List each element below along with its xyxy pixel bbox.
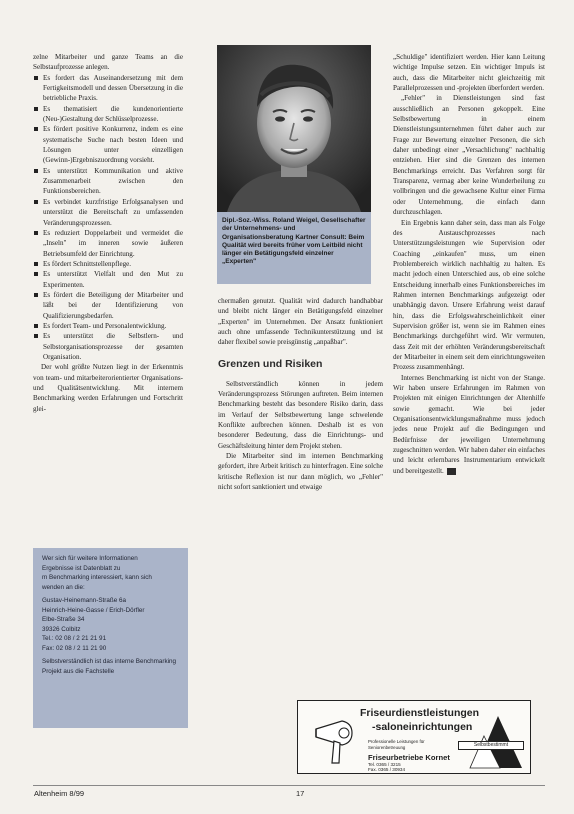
list-item: Es reduziert Doppelarbeit und vermeidet die „Inseln" im inneren sowie äußeren Betriebsumfeld der Einrichtung. bbox=[33, 228, 183, 259]
info-address: Tel.: 02 08 / 2 21 21 91 bbox=[42, 635, 107, 642]
info-line: wenden an die: bbox=[42, 583, 85, 591]
ad-phone: Tel. 0365 / 3215 bbox=[368, 762, 401, 767]
info-address: Fax: 02 08 / 2 11 21 90 bbox=[42, 644, 107, 652]
right-paragraph: „Fehler" in Dienstleistungen sind fast ausschließlich an Personen gekoppelt. Eine Selbstbewertung in einem Dienstleistungsunternehmen führt daher auch zur Frage zur Bewertung einzelner Personen, die sich daher unbedingt einer „Versachlichung" nachhaltig entziehen. Hier sind die Grenzen des internen Benchmarkings erreicht. Das Verfahren sorgt für Transparenz, vermag aber keine Wunderheilung zu vollbringen und die gewachsene Kultur einer Firma oder Unternehmung, die einfach dann durchzuschlagen. bbox=[393, 94, 545, 217]
ad-tagline: Professionelle Leistungen für Seniorenbetreuung bbox=[368, 739, 425, 750]
list-item: Es fördert Schnittstellenpflege. bbox=[33, 259, 183, 269]
ad-logo-label: Selbstbestimmt bbox=[458, 741, 524, 750]
info-address: Elbe-Straße 34 bbox=[42, 616, 85, 623]
list-item: Es unterstützt Kommunikation und aktive Zusammenarbeit zwischen den Funktionsbereichen. bbox=[33, 166, 183, 197]
section-heading: Grenzen und Risiken bbox=[218, 357, 323, 370]
list-item: Es fordert das Auseinandersetzung mit dem Fertigkeitsmodell und dessen Übersetzung in die betriebliche Praxis. bbox=[33, 73, 183, 104]
info-note: Selbstverständlich ist das interne Benchmarking Projekt aus die Fachstelle bbox=[42, 658, 177, 675]
info-address: 39326 Colbitz bbox=[42, 625, 81, 633]
list-item: Es unterstützt die Selbstlern- und Selbstorganisationsprozesse der gesamten Organisation. bbox=[33, 331, 183, 362]
ad-subheadline: -saloneinrichtungen bbox=[372, 721, 473, 733]
issue-label: Altenheim 8/99 bbox=[34, 789, 85, 798]
ad-headline: Friseurdienstleistungen bbox=[360, 707, 480, 719]
author-photo bbox=[217, 45, 371, 212]
list-item: Es fordert Team- und Personalentwicklung. bbox=[33, 321, 183, 331]
middle-paragraph: chermaßen genutzt. Qualität wird dadurch handhabbar und bleibt nicht länger ein Betätigungsfeld einzelner „Experten" im Unternehmen. Der Ansatz funktioniert auch ohne umfassende Technikunterstützung und ist daher flexibel sowie preisgünstig „anpaßbar". bbox=[218, 297, 383, 347]
info-box-content bbox=[42, 554, 182, 676]
list-item: Es thematisiert die kundenorientierte (Neu-)Gestaltung der Schlüsselprozesse. bbox=[33, 104, 183, 125]
benefits-list bbox=[33, 73, 183, 363]
right-paragraph: „Schuldige" identifiziert werden. Hier kann Leitung wichtige Impulse setzen. Ein wichtiger Impuls ist auch, dass die Mitarbeiter nicht gleichzeitig mit Parallelprozessen und -projekten überfordert werden. bbox=[393, 53, 545, 93]
footer-rule bbox=[33, 785, 545, 786]
middle-column bbox=[218, 296, 383, 493]
right-column bbox=[393, 52, 545, 476]
advertisement bbox=[297, 700, 531, 774]
info-line: m Benchmarking interessiert, kann sich bbox=[42, 574, 152, 581]
middle-paragraph: Selbstverständlich können in jedem Veränderungsprozess Störungen auftreten. Beim internen Benchmarking besteht das besondere Risiko darin, dass im Verlauf der Selbstbewertung lange schwelende Konflikte aufbrechen können. Deshalb ist es von besonderer Bedeutung, dass die Einrichtungs- und Geschäftsleitung hinter dem Projekt stehen. bbox=[218, 379, 383, 450]
list-item: Es verbindet kurzfristige Erfolgsanalysen und unterstützt die Bereitschaft zu umfassenden Veränderungsprozessen. bbox=[33, 197, 183, 228]
left-intro: zelne Mitarbeiter und ganze Teams an die Selbstaufprozesse anlegen. bbox=[33, 53, 183, 72]
ad-logo bbox=[458, 730, 524, 770]
info-address: Heinrich-Heine-Gasse / Erich-Dörfler bbox=[42, 606, 145, 614]
right-paragraph: Ein Ergebnis kann daher sein, dass man als Folge des Austauschprozesses nach Unterstützungsleistungen wie Supervision oder Coaching „einkaufen" muss, um einen Problembereich wirklich nachhaltig zu halten. Es macht jedoch einen Unterschied aus, ob eine solche Entscheidung innerhalb eines Funktionsbereiches im Rahmen internen Benchmarkings aufgezeigt oder unabhängig davon. Unsere Erfahrung weist darauf hin, dass die Erfolgswahrscheinlichkeit einer Supervision größer ist, wenn sie im Rahmen eines Benchmarkings durchgeführt wird. Wir vermuten, dass Zeit mit der erhöhten Veränderungsbereitschaft der Mitarbeiter in einem seit dem einrichtungsweiten Prozess zusammenhängt. bbox=[393, 218, 545, 372]
ad-company-name: Friseurbetriebe Kornet bbox=[368, 753, 450, 762]
end-of-article-mark bbox=[447, 468, 456, 475]
middle-paragraph: Die Mitarbeiter sind im internen Benchmarking gefordert, ihre Arbeit kritisch zu hinterfragen. Eine solche kritische Reflexion ist nur dann möglich, wo „Fehler" nicht sofort sanktioniert und etwaige bbox=[218, 452, 383, 492]
left-column bbox=[33, 52, 183, 414]
photo-caption: Dipl.-Soz.-Wiss. Roland Weigel, Gesellschafter der Unternehmens- und Organisationsberatung Kartner Consult: Beim Qualität wird bereits früher vom Leitbild nicht länger ein Betätigungsfeld einzelner „Experten" bbox=[222, 217, 366, 266]
list-item: Es fördert positive Konkurrenz, indem es eine systematische Suche nach besten Ideen und Lösungen unter einzelligen (Gewinn-)Ergebniszuordnung vorsieht. bbox=[33, 124, 183, 165]
list-item: Es fördert die Beteiligung der Mitarbeiter und läßt bei der Identifizierung von Qualifizierungsbedarfen. bbox=[33, 290, 183, 321]
list-item: Es unterstützt Vielfalt und den Mut zu Experimenten. bbox=[33, 269, 183, 290]
info-box bbox=[33, 548, 188, 728]
photo-caption-box bbox=[217, 212, 371, 284]
info-line: Ergebnisse ist Datenblatt zu bbox=[42, 564, 121, 572]
right-paragraph-last bbox=[393, 373, 545, 476]
info-line: Wer sich für weitere Informationen bbox=[42, 555, 138, 562]
ad-fax: Fax. 0365 / 30934 bbox=[368, 767, 406, 772]
info-address: Gustav-Heinemann-Straße 6a bbox=[42, 597, 126, 604]
portrait-image bbox=[217, 45, 371, 212]
left-outro: Der wohl größte Nutzen liegt in der Erkenntnis von team- und mitarbeiterorientierter Organisations- und Qualitätsentwicklung. Mit internem Benchmarking werden Erfahrungen und Fortschritt glei- bbox=[33, 363, 183, 413]
page-number: 17 bbox=[296, 789, 305, 798]
hairdryer-icon bbox=[312, 717, 356, 767]
right-paragraph-text: Internes Benchmarking ist nicht von der Stange. Wir haben unsere Erfahrungen im Rahmen von Projekten mit einigen Einrichtungen der Altenhilfe sowie gemacht. Wie bei jeder Organisationsentwicklungsmaßnahme muss jedoch jedes neue Projekt auf die Bedingungen und Bedürfnisse der jeweiligen Unternehmung zugeschnitten werden. Wir haben daher ein einfaches und leicht erlernbares Instrumentarium entwickelt und bereitgestellt. bbox=[393, 373, 545, 475]
